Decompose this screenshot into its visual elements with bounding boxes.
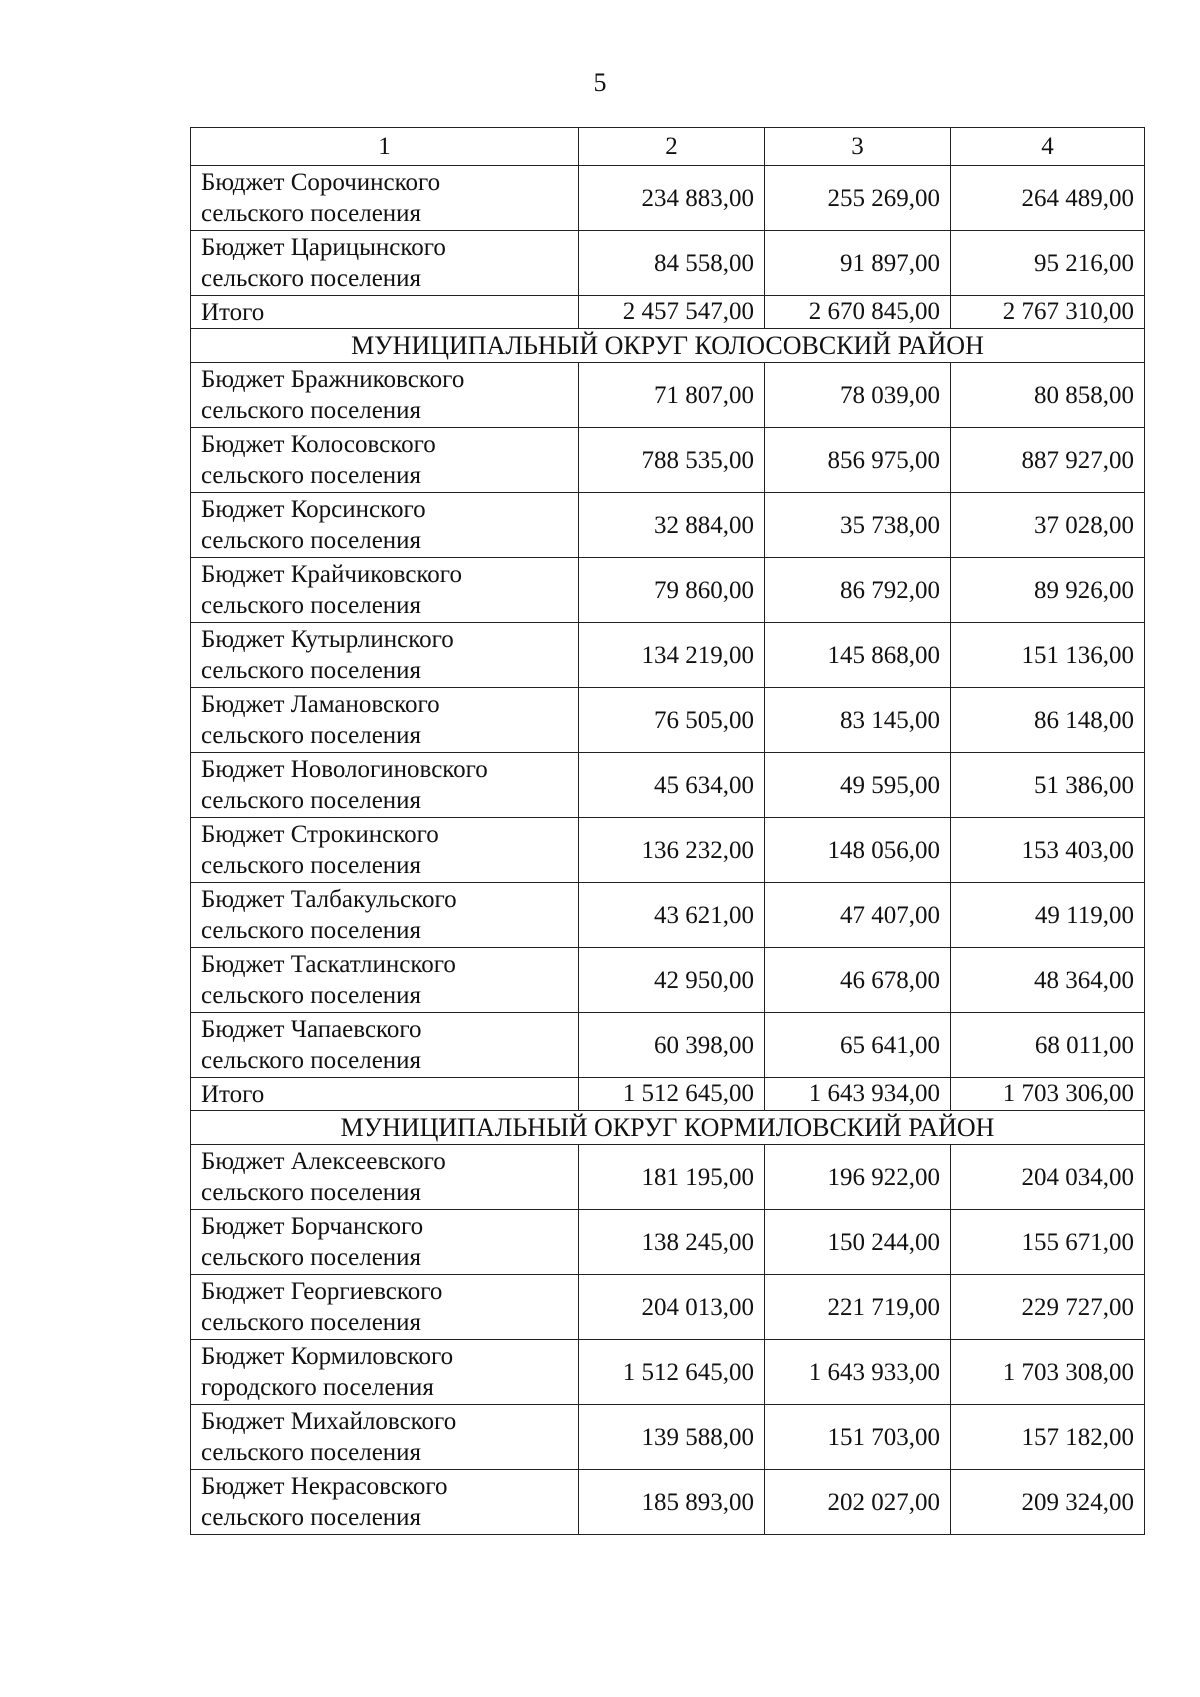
- table-row: [191, 753, 1145, 818]
- budget-name-cell: [191, 818, 579, 883]
- table-row: [191, 1275, 1145, 1340]
- amount-col2-cell: 79 860,00: [579, 558, 765, 623]
- amount-col4-cell: 51 386,00: [951, 753, 1145, 818]
- amount-col3-cell: 65 641,00: [765, 1013, 951, 1078]
- budget-name-cell: [191, 623, 579, 688]
- amount-col4-cell: 1 703 308,00: [951, 1340, 1145, 1405]
- budget-name-cell: [191, 1340, 579, 1405]
- amount-col2-cell: 76 505,00: [579, 688, 765, 753]
- budget-name-cell: [191, 948, 579, 1013]
- amount-col3-cell: 46 678,00: [765, 948, 951, 1013]
- table-row: [191, 166, 1145, 231]
- budget-name-cell: [191, 753, 579, 818]
- settlement-type-line: сельского поселения: [201, 1244, 422, 1271]
- amount-col4-cell: 153 403,00: [951, 818, 1145, 883]
- amount-col2-cell: 42 950,00: [579, 948, 765, 1013]
- amount-col2-cell: 43 621,00: [579, 883, 765, 948]
- budget-name-line: Бюджет Колосовского: [201, 431, 436, 458]
- settlement-type-line: городского поселения: [201, 1374, 434, 1401]
- settlement-type-line: сельского поселения: [201, 397, 422, 424]
- amount-col4-cell: 209 324,00: [951, 1470, 1145, 1535]
- amount-col2-cell: 788 535,00: [579, 428, 765, 493]
- amount-col4-cell: 887 927,00: [951, 428, 1145, 493]
- amount-col4-cell: 151 136,00: [951, 623, 1145, 688]
- table-row: [191, 1470, 1145, 1535]
- amount-col4-cell: 80 858,00: [951, 363, 1145, 428]
- settlement-type-line: сельского поселения: [201, 852, 422, 879]
- total-col2-cell: 2 457 547,00: [579, 296, 765, 329]
- table-row: [191, 428, 1145, 493]
- table-row: [191, 818, 1145, 883]
- column-number-cell: 2: [579, 128, 765, 166]
- total-col2-cell: 1 512 645,00: [579, 1078, 765, 1111]
- settlement-type-line: сельского поселения: [201, 1047, 422, 1074]
- budget-allocation-table: [190, 127, 1145, 1535]
- total-row: [191, 1078, 1145, 1111]
- budget-name-cell: [191, 493, 579, 558]
- budget-name-line: Бюджет Талбакульского: [201, 886, 457, 913]
- budget-name-cell: [191, 166, 579, 231]
- budget-name-line: Бюджет Борчанского: [201, 1213, 424, 1240]
- settlement-type-line: сельского поселения: [201, 1309, 422, 1336]
- budget-name-cell: [191, 883, 579, 948]
- amount-col2-cell: 45 634,00: [579, 753, 765, 818]
- total-row: [191, 296, 1145, 329]
- amount-col2-cell: 204 013,00: [579, 1275, 765, 1340]
- table-row: [191, 688, 1145, 753]
- table-row: [191, 1405, 1145, 1470]
- budget-name-line: Бюджет Кутырлинского: [201, 626, 454, 653]
- amount-col2-cell: 234 883,00: [579, 166, 765, 231]
- settlement-type-line: сельского поселения: [201, 527, 422, 554]
- amount-col4-cell: 68 011,00: [951, 1013, 1145, 1078]
- budget-name-cell: [191, 1275, 579, 1340]
- amount-col2-cell: 32 884,00: [579, 493, 765, 558]
- page-number: 5: [593, 68, 607, 97]
- total-col3-cell: 1 643 934,00: [765, 1078, 951, 1111]
- budget-name-line: Бюджет Крайчиковского: [201, 561, 462, 588]
- amount-col3-cell: 221 719,00: [765, 1275, 951, 1340]
- budget-name-line: Бюджет Ламановского: [201, 691, 440, 718]
- budget-name-cell: [191, 1145, 579, 1210]
- budget-name-line: Бюджет Георгиевского: [201, 1278, 443, 1305]
- settlement-type-line: сельского поселения: [201, 982, 422, 1009]
- budget-name-cell: [191, 428, 579, 493]
- budget-name-line: Бюджет Таскатлинского: [201, 951, 456, 978]
- budget-name-line: Бюджет Новологиновского: [201, 756, 488, 783]
- settlement-type-line: сельского поселения: [201, 787, 422, 814]
- amount-col4-cell: 37 028,00: [951, 493, 1145, 558]
- settlement-type-line: сельского поселения: [201, 265, 422, 292]
- settlement-type-line: сельского поселения: [201, 1504, 422, 1531]
- settlement-type-line: сельского поселения: [201, 200, 422, 227]
- amount-col2-cell: 139 588,00: [579, 1405, 765, 1470]
- budget-name-line: Бюджет Чапаевского: [201, 1016, 422, 1043]
- budget-name-line: Бюджет Кормиловского: [201, 1343, 454, 1370]
- amount-col4-cell: 49 119,00: [951, 883, 1145, 948]
- table-row: [191, 231, 1145, 296]
- table-row: [191, 948, 1145, 1013]
- district-section-title: МУНИЦИПАЛЬНЫЙ ОКРУГ КОРМИЛОВСКИЙ РАЙОН: [191, 1111, 1145, 1145]
- total-col4-cell: 2 767 310,00: [951, 296, 1145, 329]
- settlement-type-line: сельского поселения: [201, 462, 422, 489]
- budget-name-line: Бюджет Алексеевского: [201, 1148, 446, 1175]
- amount-col4-cell: 95 216,00: [951, 231, 1145, 296]
- table-row: [191, 1145, 1145, 1210]
- column-number-cell: 4: [951, 128, 1145, 166]
- amount-col3-cell: 255 269,00: [765, 166, 951, 231]
- amount-col3-cell: 856 975,00: [765, 428, 951, 493]
- amount-col3-cell: 83 145,00: [765, 688, 951, 753]
- settlement-type-line: сельского поселения: [201, 917, 422, 944]
- column-number-cell: 3: [765, 128, 951, 166]
- settlement-type-line: сельского поселения: [201, 1179, 422, 1206]
- budget-name-cell: [191, 1405, 579, 1470]
- amount-col3-cell: 91 897,00: [765, 231, 951, 296]
- amount-col2-cell: 185 893,00: [579, 1470, 765, 1535]
- column-number-header-row: [191, 128, 1145, 166]
- table-row: [191, 1210, 1145, 1275]
- budget-name-line: Бюджет Царицынского: [201, 234, 446, 261]
- amount-col4-cell: 89 926,00: [951, 558, 1145, 623]
- table-row: [191, 1013, 1145, 1078]
- amount-col4-cell: 264 489,00: [951, 166, 1145, 231]
- budget-name-cell: [191, 231, 579, 296]
- table-row: [191, 493, 1145, 558]
- district-section-row: [191, 1111, 1145, 1145]
- amount-col4-cell: 86 148,00: [951, 688, 1145, 753]
- budget-name-line: Бюджет Сорочинского: [201, 169, 441, 196]
- table-row: [191, 558, 1145, 623]
- amount-col2-cell: 71 807,00: [579, 363, 765, 428]
- amount-col3-cell: 49 595,00: [765, 753, 951, 818]
- budget-name-line: Бюджет Некрасовского: [201, 1473, 448, 1500]
- table-row: [191, 883, 1145, 948]
- amount-col4-cell: 204 034,00: [951, 1145, 1145, 1210]
- table-body: [191, 128, 1145, 1535]
- district-section-title: МУНИЦИПАЛЬНЫЙ ОКРУГ КОЛОСОВСКИЙ РАЙОН: [191, 329, 1145, 363]
- budget-name-cell: [191, 1013, 579, 1078]
- amount-col2-cell: 60 398,00: [579, 1013, 765, 1078]
- amount-col4-cell: 48 364,00: [951, 948, 1145, 1013]
- amount-col3-cell: 196 922,00: [765, 1145, 951, 1210]
- amount-col3-cell: 202 027,00: [765, 1470, 951, 1535]
- total-col4-cell: 1 703 306,00: [951, 1078, 1145, 1111]
- amount-col2-cell: 1 512 645,00: [579, 1340, 765, 1405]
- budget-name-cell: [191, 1470, 579, 1535]
- amount-col2-cell: 181 195,00: [579, 1145, 765, 1210]
- total-label-cell: Итого: [191, 296, 579, 329]
- budget-name-cell: [191, 558, 579, 623]
- budget-name-cell: [191, 363, 579, 428]
- amount-col3-cell: 35 738,00: [765, 493, 951, 558]
- amount-col2-cell: 136 232,00: [579, 818, 765, 883]
- amount-col4-cell: 155 671,00: [951, 1210, 1145, 1275]
- table-row: [191, 363, 1145, 428]
- amount-col3-cell: 47 407,00: [765, 883, 951, 948]
- total-label-cell: Итого: [191, 1078, 579, 1111]
- amount-col3-cell: 1 643 933,00: [765, 1340, 951, 1405]
- table-row: [191, 1340, 1145, 1405]
- budget-name-cell: [191, 1210, 579, 1275]
- budget-name-cell: [191, 688, 579, 753]
- settlement-type-line: сельского поселения: [201, 592, 422, 619]
- amount-col2-cell: 138 245,00: [579, 1210, 765, 1275]
- amount-col3-cell: 151 703,00: [765, 1405, 951, 1470]
- budget-name-line: Бюджет Бражниковского: [201, 366, 465, 393]
- amount-col3-cell: 78 039,00: [765, 363, 951, 428]
- amount-col4-cell: 157 182,00: [951, 1405, 1145, 1470]
- amount-col2-cell: 84 558,00: [579, 231, 765, 296]
- amount-col3-cell: 145 868,00: [765, 623, 951, 688]
- district-section-row: [191, 329, 1145, 363]
- amount-col3-cell: 148 056,00: [765, 818, 951, 883]
- amount-col2-cell: 134 219,00: [579, 623, 765, 688]
- settlement-type-line: сельского поселения: [201, 657, 422, 684]
- column-number-cell: 1: [191, 128, 579, 166]
- amount-col3-cell: 150 244,00: [765, 1210, 951, 1275]
- settlement-type-line: сельского поселения: [201, 1439, 422, 1466]
- settlement-type-line: сельского поселения: [201, 722, 422, 749]
- table-row: [191, 623, 1145, 688]
- budget-name-line: Бюджет Строкинского: [201, 821, 439, 848]
- total-col3-cell: 2 670 845,00: [765, 296, 951, 329]
- budget-name-line: Бюджет Корсинского: [201, 496, 426, 523]
- amount-col4-cell: 229 727,00: [951, 1275, 1145, 1340]
- amount-col3-cell: 86 792,00: [765, 558, 951, 623]
- budget-name-line: Бюджет Михайловского: [201, 1408, 457, 1435]
